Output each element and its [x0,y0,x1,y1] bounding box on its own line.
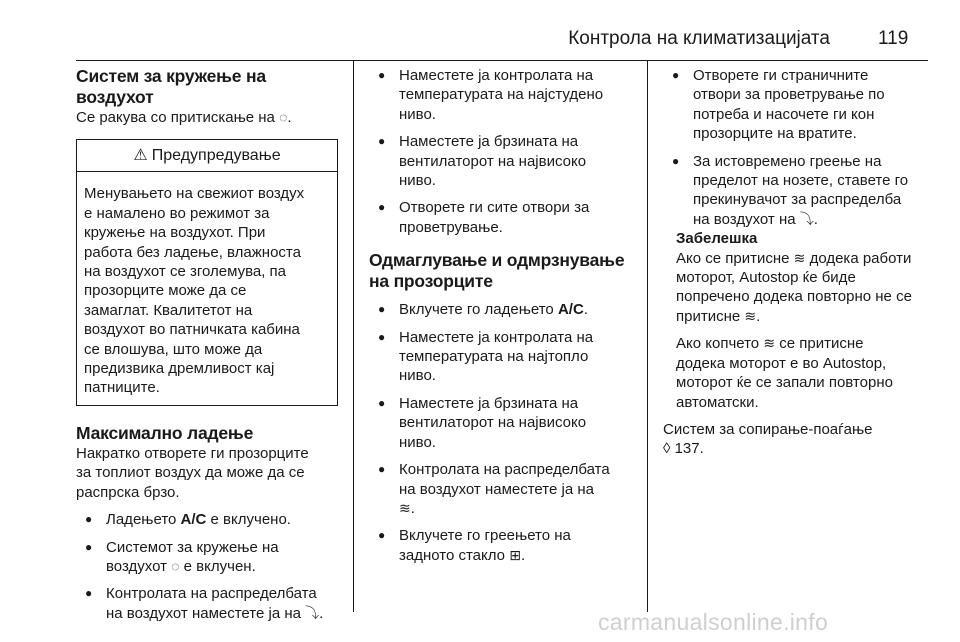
max-cooling-intro: Накратко отворете ги прозорците за топлиот воздух да може да се распрска брзо. [76,444,309,501]
list-item: ● Вклучете го греењето на задното стакло ⊞. [369,526,635,565]
cross-reference: Систем за сопирање-поаѓање ◊ 137. [663,420,873,458]
column-1 [76,66,338,623]
list-item: ● Контролата на распределбата на воздухот наместете ја на ⤵. [76,584,338,623]
air-distribution-icon: ⤵ [305,604,320,621]
warning-text [77,172,337,404]
watermark: carmanualsonline.info [598,609,829,635]
windscreen-defrost-icon: ≋ [793,249,806,266]
recirculation-intro: Се ракува со притискање на ◌. [76,109,292,126]
column-divider-2 [647,60,648,612]
warning-line: Менувањето на свежиот воздух [84,185,305,203]
list-item: ● Отворете ги сите отвори за проветрување. [369,198,635,237]
warning-line: работа без ладење, влажноста [84,243,301,261]
note-block [663,229,933,412]
list-item: ● Наместете ја контролата на температурата на најстудено ниво. [369,66,635,124]
warning-box [76,139,338,405]
warning-line: прозорците може да се [84,282,247,300]
windscreen-defrost-icon: ≋ [763,335,776,352]
warning-line: предизвика дремливост кај [84,360,275,378]
list-item: ● За истовремено греење на пределот на нозете, ставете го прекинувачот за распределба на воздухот на ⤵. [663,152,933,230]
page-header-title: Контрола на климатизацијата [568,28,830,49]
recirculation-icon: ◌ [171,557,180,574]
section-heading-max-cooling: Максимално ладење [76,422,254,443]
list-item: ● Наместете ја брзината на вентилаторот на највисоко ниво. [369,132,635,190]
list-item: ● Системот за кружење на воздухот ◌ е вклучен. [76,538,338,577]
column-2 [369,66,635,565]
warning-line: патниците. [84,379,160,397]
column-divider-1 [353,60,354,612]
warning-header [77,140,337,172]
list-item: ● Наместете ја брзината на вентилаторот на највисоко ниво. [369,394,635,452]
warning-line: на воздухот се зголемува, па [84,263,287,281]
ac-label: A/C [557,301,584,319]
windscreen-defrost-icon: ≋ [399,499,411,516]
note-paragraph-2: Ако копчето ≋ се притисне додека моторот е во Autostop, моторот ќе се запали повторно автоматски. [676,335,893,411]
recirculation-icon: ◌ [279,109,288,125]
page-number: 119 [878,28,909,49]
warning-icon: ⚠ [133,147,148,165]
note-paragraph-1: Ако се притисне ≋ додека работи моторот, Autostop ќе биде попречено додека повторно не се притисне ≋. [676,249,912,325]
rear-window-heating-icon: ⊞ [509,546,521,563]
list-item: ● Отворете ги страничните отвори за проветрување по потреба и насочете ги кон прозорците на вратите. [663,66,933,144]
ac-label: A/C [180,511,207,529]
list-item: ● Наместете ја контролата на температурата на најтопло ниво. [369,328,635,386]
list-item: ● Вклучете го ладењето A/C. [369,300,635,319]
defog-list [369,300,635,565]
warning-title: Предупредување [151,147,281,165]
max-cooling-list [76,510,338,623]
page-reference-link[interactable]: 137. [674,440,704,458]
page-reference-icon: ◊ [663,440,671,458]
warning-line: се влошува, што може да [84,340,263,358]
header-rule [76,60,928,61]
max-cooling-list-continued [369,66,635,237]
warning-line: замаглат. Квалитетот на [84,301,253,319]
section-heading-recirculation: Систем за кружење на воздухот [76,66,266,107]
column-3 [663,66,933,459]
defog-list-continued [663,66,933,229]
note-heading: Забелешка [676,230,758,248]
warning-line: воздухот во патничката кабина [84,321,300,339]
warning-line: кружење на воздухот. При [84,224,266,242]
list-item: ● Ладењето A/C е вклучено. [76,510,338,529]
list-item: ● Контролата на распределбата на воздухот наместете ја на ≋. [369,460,635,518]
warning-line: е намалено во режимот за [84,204,270,222]
windscreen-defrost-icon: ≋ [744,307,757,324]
air-distribution-icon: ⤵ [799,210,814,227]
section-heading-defog: Одмаглување и одмрзнување на прозорците [369,250,625,292]
